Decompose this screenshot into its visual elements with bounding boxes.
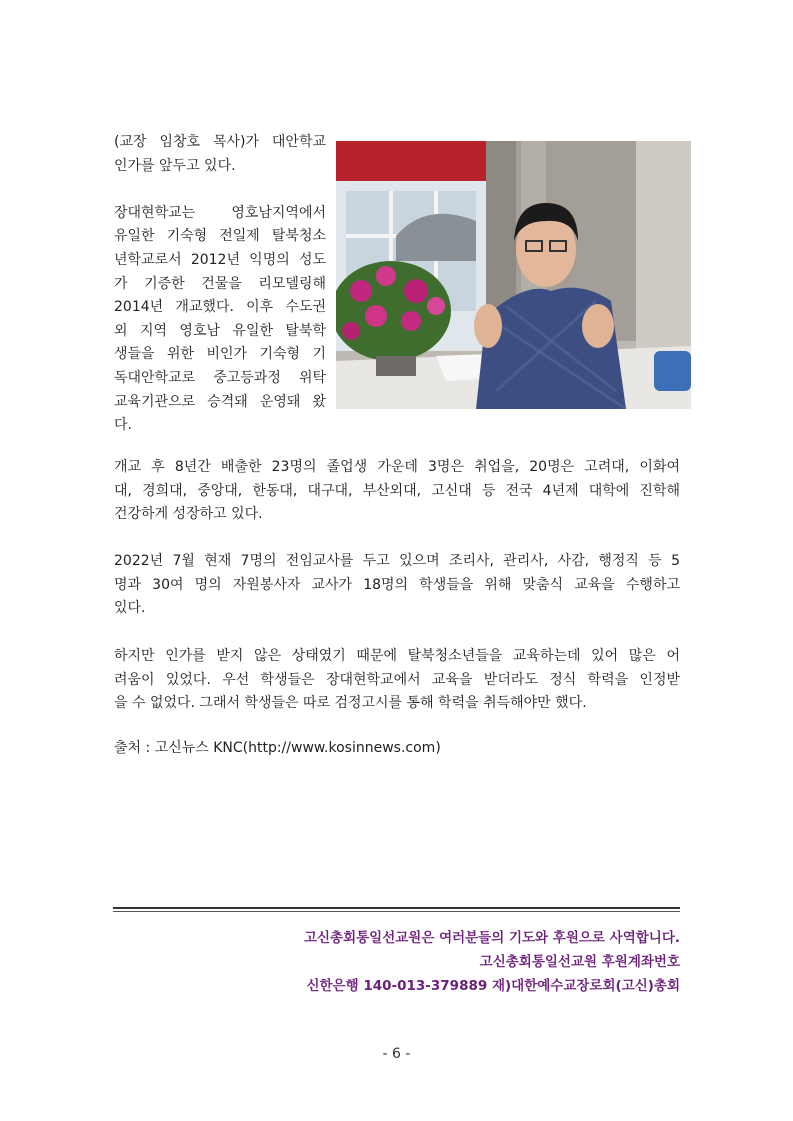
- text-line: 2022년 7월 현재 7명의 전임교사를 두고 있으며 조리사, 관리사, 사감, 행정직 등 5: [114, 553, 680, 569]
- text-line: 있다.: [114, 600, 146, 616]
- footer-divider: [113, 907, 680, 909]
- text-line: 독대안학교로 중고등과정 위탁: [114, 369, 326, 386]
- footer: [304, 926, 680, 998]
- text-line: 유일한 기숙형 전일제 탈북청소: [114, 228, 326, 245]
- text-line: 가 기증한 건물을 리모델링해: [114, 275, 326, 292]
- interview-photo: [336, 141, 691, 409]
- paragraph: [114, 645, 680, 716]
- footer-divider: [113, 911, 680, 912]
- text-line: 대, 경희대, 중앙대, 한동대, 대구대, 부산외대, 고신대 등 전국 4년제 대학에 진학해: [114, 482, 680, 499]
- text-line: 장대현학교는 영호남지역에서: [114, 204, 326, 221]
- text-line: 개교 후 8년간 배출한 23명의 졸업생 가운데 3명은 취업을, 20명은 고려대, 이화여: [114, 459, 680, 475]
- text-line: 려움이 있었다. 우선 학생들은 장대현학교에서 교육을 받더라도 정식 학력을 인정받: [114, 671, 680, 688]
- left-column-text: [114, 131, 326, 438]
- text-line: 명과 30여 명의 자원봉사자 교사가 18명의 학생들을 위해 맞춤식 교육을 수행하고: [114, 576, 680, 593]
- text-line: 외 지역 영호남 유일한 탈북학: [114, 322, 326, 339]
- page-number: - 6 -: [382, 1046, 411, 1062]
- footer-message: 고신총회통일선교원은 여러분들의 기도와 후원으로 사역합니다.: [303, 930, 680, 946]
- footer-account-title: 고신총회통일선교원 후원계좌번호: [479, 954, 680, 970]
- blank-line: [114, 178, 326, 202]
- paragraph: [114, 550, 680, 621]
- text-line: 2014년 개교했다. 이후 수도권: [114, 299, 326, 316]
- text-line: 교육기관으로 승격돼 운영돼 왔: [114, 393, 326, 410]
- text-line: 생들을 위한 비인가 기숙형 기: [114, 346, 326, 363]
- text-line: 다.: [114, 417, 132, 434]
- text-line: 을 수 없었다. 그래서 학생들은 따로 검정고시를 통해 학력을 취득해야만 했다.: [114, 695, 587, 711]
- source-citation: 출처 : 고신뉴스 KNC(http://www.kosinnews.com): [114, 740, 441, 756]
- text-line: (교장 임창호 목사)가 대안학교: [114, 134, 326, 150]
- text-line: 하지만 인가를 받지 않은 상태였기 때문에 탈북청소년들을 교육하는데 있어 많은 어: [114, 648, 680, 664]
- text-line: 인가를 앞두고 있다.: [114, 157, 236, 174]
- text-line: 년학교로서 2012년 익명의 성도: [114, 251, 326, 268]
- text-line: 건강하게 성장하고 있다.: [114, 506, 263, 522]
- footer-account-number: 신한은행 140-013-379889 재)대한예수교장로회(고신)총회: [306, 978, 680, 994]
- paragraph: [114, 456, 680, 527]
